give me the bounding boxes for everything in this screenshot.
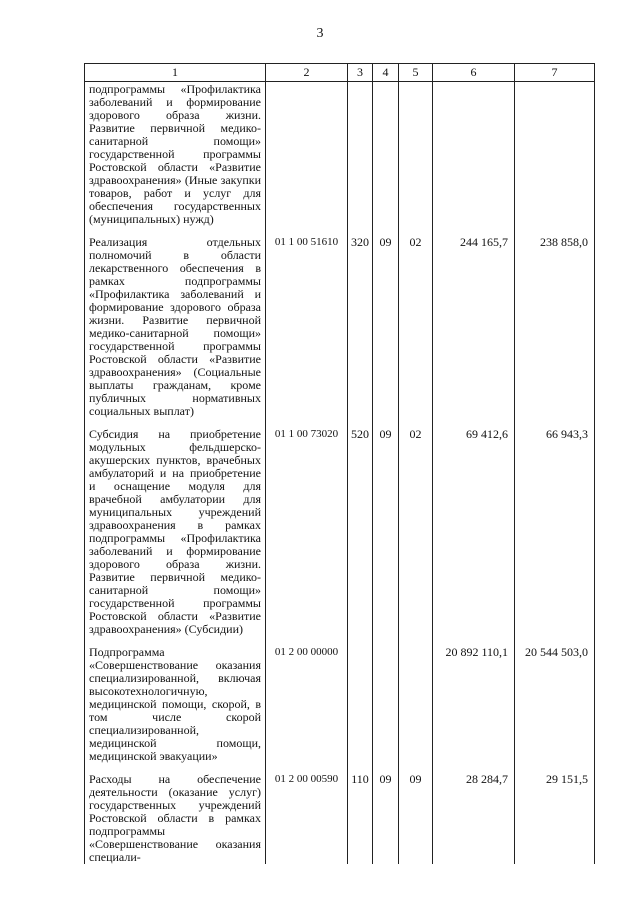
expense-type: 110 [348,763,373,864]
table-row [85,418,595,636]
target-article-code: 01 1 00 73020 [266,418,348,636]
expense-type: 520 [348,418,373,636]
amount-first-year: 20 892 110,1 [433,636,515,763]
section-code: 09 [373,763,399,864]
row-description: подпрограммы «Профилактика заболеваний и формирование здорового образа жизни. Развитие первичной медико-санитарной помощи» государственной программы Ростовской области «Развитие здравоохранения» (Иные закупки товаров, работ и услуг для обеспечения государственных (муниципальных) нужд) [85,82,266,227]
target-article-code: 01 2 00 00000 [266,636,348,763]
amount-second-year: 238 858,0 [515,226,595,418]
page-number: 3 [316,26,324,41]
table-header-row [85,64,595,82]
target-article-code: 01 1 00 51610 [266,226,348,418]
column-header: 2 [266,64,348,82]
section-code: 09 [373,226,399,418]
column-header: 5 [399,64,433,82]
row-description: Субсидия на приобретение модульных фельдшерско-акушерских пунктов, врачебных амбулаторий и на приобретение и оснащение модуля для врачебной амбулатории для муниципальных учреждений здравоохранения в рамках подпрограммы «Профилактика заболеваний и формирование здорового образа жизни. Развитие первичной медико-санитарной помощи» государственной программы Ростовской области «Развитие здравоохранения» (Субсидии) [85,418,266,636]
section-code [373,636,399,763]
expense-type: 320 [348,226,373,418]
column-header: 3 [348,64,373,82]
subsection-code: 02 [399,226,433,418]
column-header: 7 [515,64,595,82]
section-code: 09 [373,418,399,636]
expense-type [348,82,373,227]
amount-first-year [433,82,515,227]
row-description: Подпрограмма «Совершенствование оказания специализированной, включая высокотехнологичную, медицинской помощи, скорой, в том числе скорой специализированной, медицинской помощи, медицинской эвакуации» [85,636,266,763]
amount-second-year: 66 943,3 [515,418,595,636]
amount-first-year: 28 284,7 [433,763,515,864]
amount-second-year: 20 544 503,0 [515,636,595,763]
section-code [373,82,399,227]
table-row [85,636,595,763]
subsection-code [399,82,433,227]
column-header: 6 [433,64,515,82]
table-row [85,82,595,227]
amount-first-year: 244 165,7 [433,226,515,418]
target-article-code: 01 2 00 00590 [266,763,348,864]
expense-type [348,636,373,763]
table-row [85,763,595,864]
budget-table [84,63,595,864]
column-header: 4 [373,64,399,82]
subsection-code: 09 [399,763,433,864]
column-header: 1 [85,64,266,82]
table-row [85,226,595,418]
row-description: Реализация отдельных полномочий в области лекарственного обеспечения в рамках подпрограммы «Профилактика заболеваний и формирование здорового образа жизни. Развитие первичной медико-санитарной помощи» государственной программы Ростовской области «Развитие здравоохранения» (Социальные выплаты гражданам, кроме публичных нормативных социальных выплат) [85,226,266,418]
amount-second-year [515,82,595,227]
target-article-code [266,82,348,227]
row-description: Расходы на обеспечение деятельности (оказание услуг) государственных учреждений Ростовской области в рамках подпрограммы «Совершенствование оказания специали- [85,763,266,864]
amount-first-year: 69 412,6 [433,418,515,636]
amount-second-year: 29 151,5 [515,763,595,864]
subsection-code [399,636,433,763]
subsection-code: 02 [399,418,433,636]
